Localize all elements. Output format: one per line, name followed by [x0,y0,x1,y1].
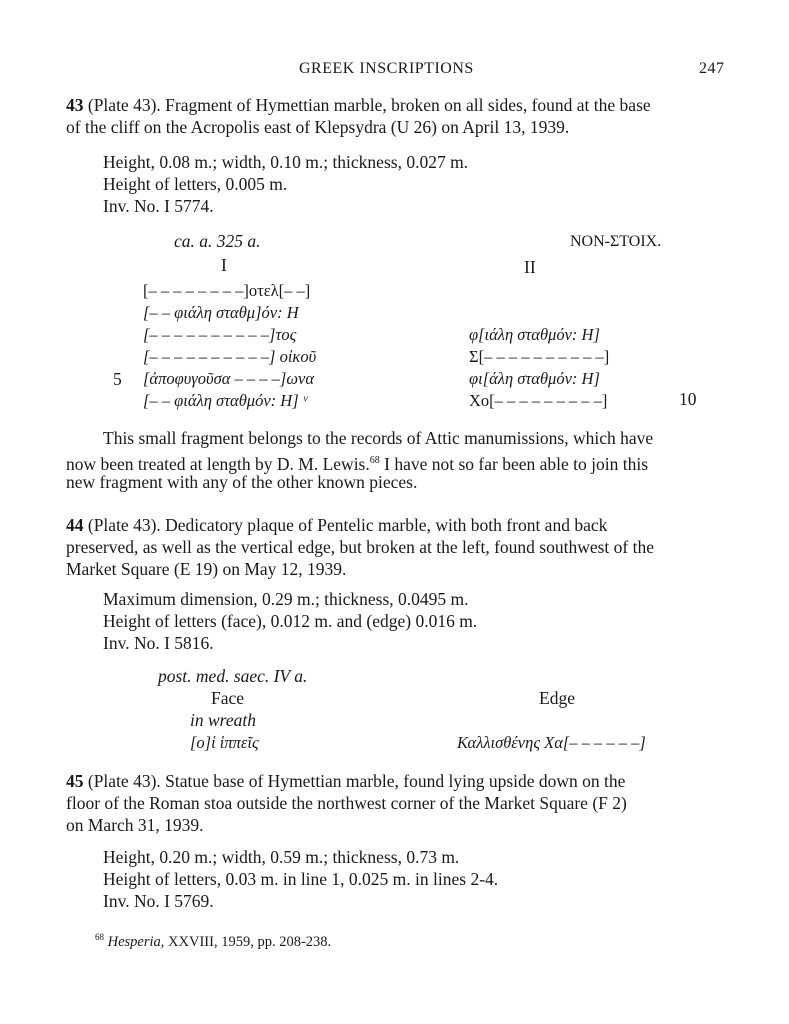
col2-line-3: φι[άλη σταθμόν: Η] [469,369,600,388]
entry-43-intro-line-1: 43 (Plate 43). Fragment of Hymettian marble, broken on all sides, found at the base [66,95,651,115]
entry-44-intro-line-1: 44 (Plate 43). Dedicatory plaque of Pentelic marble, with both front and back [66,515,608,535]
entry-45-intro-line-3: on March 31, 1939. [66,815,204,835]
entry-43-comment-line-3: new fragment with any of the other known pieces. [66,472,418,492]
running-head: GREEK INSCRIPTIONS [299,60,474,77]
col1-line-4: [– – – – – – – – – –] οἰκοῦ [143,347,317,366]
col1-line-2: [– – φιάλη σταθμ]όν: Η [143,303,299,322]
entry-44-number: 44 [66,515,84,535]
entry-45-inv: Inv. No. I 5769. [103,891,214,911]
col1-line-1: [– – – – – – – –]οτελ[– –] [143,281,311,300]
entry-44-inv: Inv. No. I 5816. [103,633,214,653]
entry-45-intro-line-2: floor of the Roman stoa outside the northwest corner of the Market Square (F 2) [66,793,627,813]
face-text: [ο]ἱ ἱππεῖς [190,733,259,752]
entry-45-letter-height: Height of letters, 0.03 m. in line 1, 0.025 m. in lines 2-4. [103,869,499,889]
face-label: Face [211,688,245,708]
entry-45-dims: Height, 0.20 m.; width, 0.59 m.; thickness, 0.73 m. [103,847,460,867]
entry-44-dims: Maximum dimension, 0.29 m.; thickness, 0.0495 m. [103,589,469,609]
wreath-note: in wreath [190,710,256,730]
entry-44-letter-height: Height of letters (face), 0.012 m. and (edge) 0.016 m. [103,611,478,631]
line-number-10: 10 [679,389,697,409]
entry-43-letter-height: Height of letters, 0.005 m. [103,174,288,194]
entry-43-intro-line-2: of the cliff on the Acropolis east of Klepsydra (U 26) on April 13, 1939. [66,117,570,137]
col1-line-3: [– – – – – – – – – –]τος [143,325,297,344]
entry-43-comment-line-2: now been treated at length by D. M. Lewis.$^{68}$ I have not so far been able to join this [66,453,649,474]
entry-43-style: NON-ΣΤΟΙΧ. [570,233,662,250]
entry-45-number: 45 [66,771,84,791]
entry-43-comment-line-1: This small fragment belongs to the records of Attic manumissions, which have [103,428,654,448]
col2-line-2: Σ[– – – – – – – – – –] [469,347,610,366]
entry-44-date: post. med. saec. IV a. [158,666,308,686]
edge-label: Edge [539,688,575,708]
col2-line-1: φ[ιάλη σταθμόν: Η] [469,325,600,344]
column-i-label: I [221,255,227,275]
entry-43-dims: Height, 0.08 m.; width, 0.10 m.; thickness, 0.027 m. [103,152,469,172]
entry-44-intro-line-3: Market Square (E 19) on May 12, 1939. [66,559,347,579]
line-number-5: 5 [113,369,122,389]
entry-45-intro-line-1: 45 (Plate 43). Statue base of Hymettian marble, found lying upside down on the [66,771,626,791]
column-ii-label: II [524,257,536,277]
entry-43-inv: Inv. No. I 5774. [103,196,214,216]
entry-43-number: 43 [66,95,84,115]
edge-text: Καλλισθένης Χα[– – – – – –] [457,733,646,752]
col1-line-6: [– – φιάλη σταθμόν: Η] ᵛ [143,391,308,410]
page-number: 247 [699,60,725,77]
entry-43-date: ca. a. 325 a. [174,231,261,251]
footnote-ref-68: 68 [369,455,380,466]
entry-44-intro-line-2: preserved, as well as the vertical edge, but broken at the left, found southwest of the [66,537,655,557]
col1-line-5: [ἀποφυγοῦσα – – – –]ωνα [143,369,314,388]
col2-line-4: Χο[– – – – – – – – –] [469,391,608,410]
footnote-68: $^{68}$ Hesperia, XXVIII, 1959, pp. 208-238. [95,932,332,950]
